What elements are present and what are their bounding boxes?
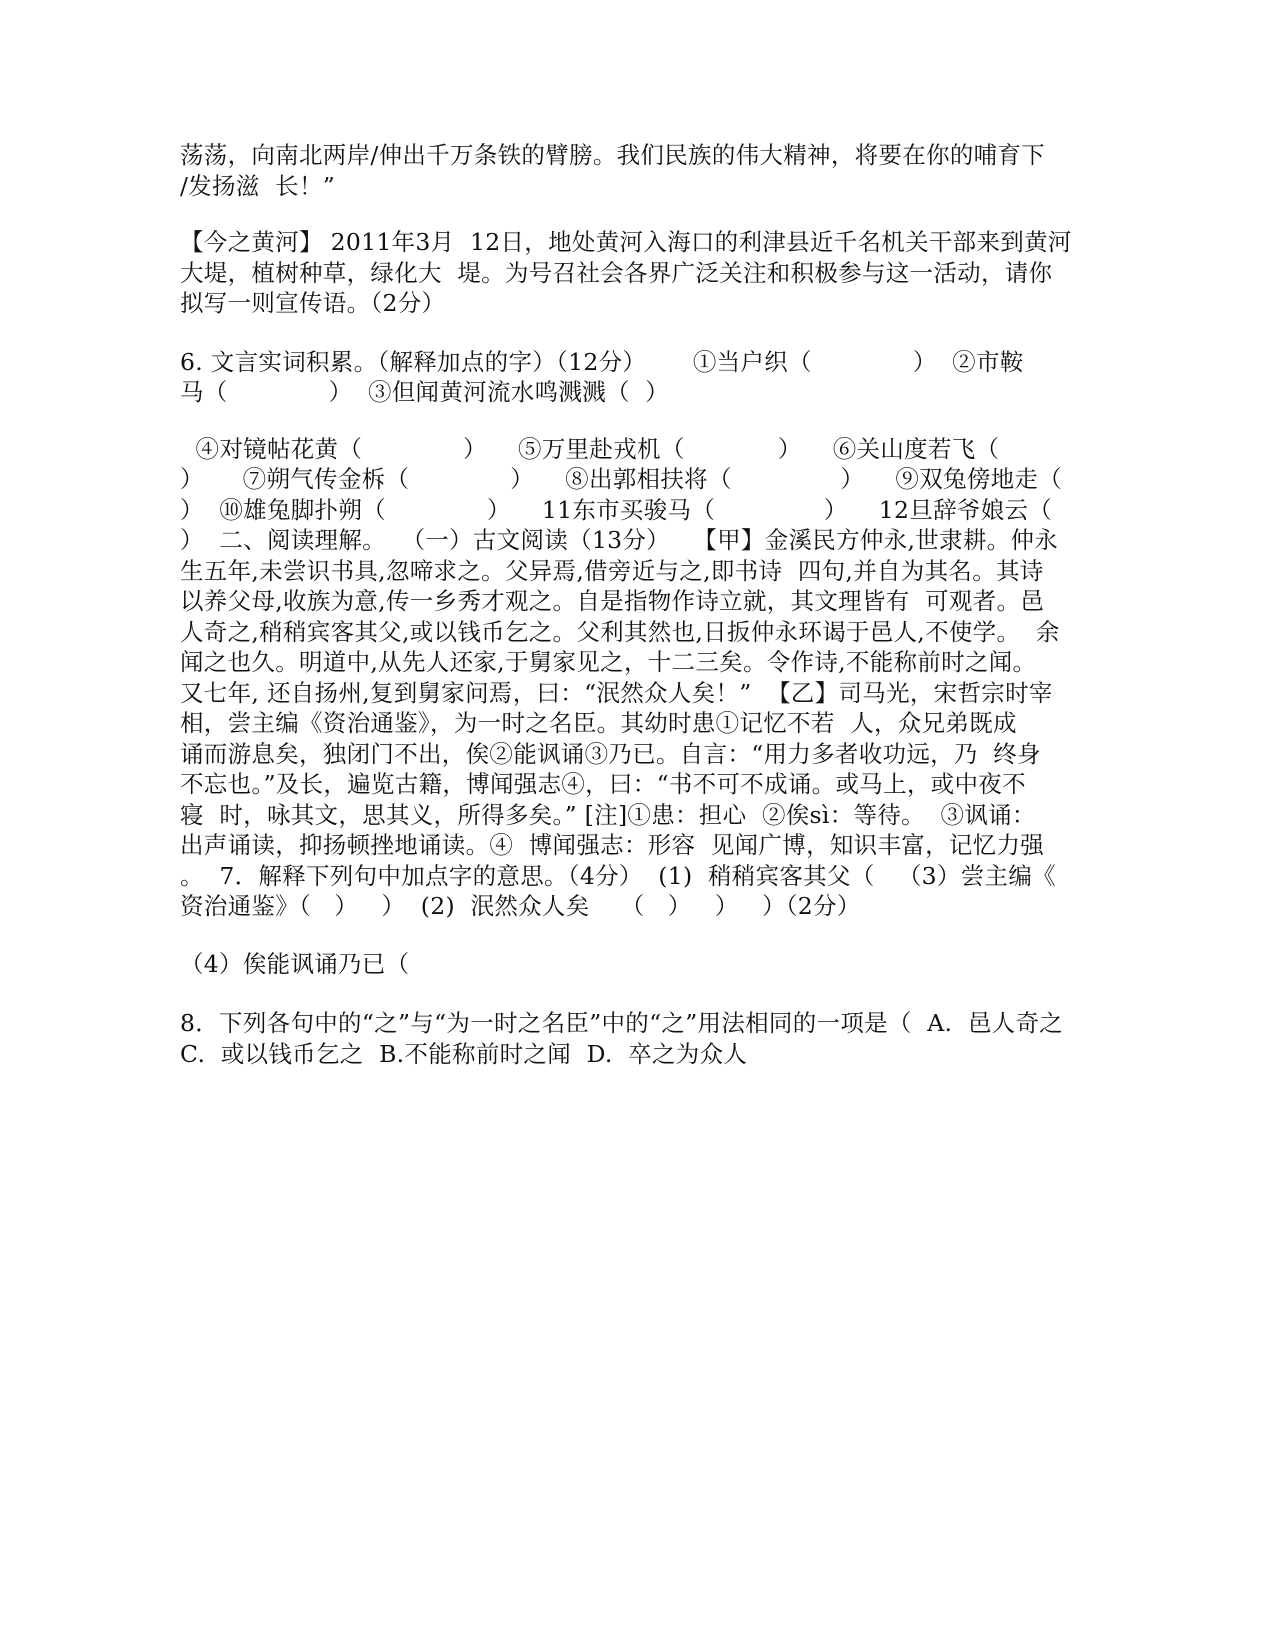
question-7-4 — [180, 949, 1060, 980]
text-line: 相，尝主编《资治通鉴》，为一时之名臣。其幼时患①记忆不若 人，众兄弟既成 — [180, 709, 1017, 737]
text-line: 资治通鉴》（ ） ） (2) 泯然众人矣 （ ） ） ）（2分） — [180, 892, 861, 920]
text-line: 人奇之,稍稍宾客其父,或以钱币乞之。父利其然也,日扳仲永环谒于邑人,不使学。 余 — [180, 617, 1060, 646]
question-6 — [180, 347, 1060, 408]
text-line: 出声诵读，抑扬顿挫地诵读。④ 博闻强志：形容 见闻广博，知识丰富，记忆力强 — [180, 831, 1045, 859]
text-line: 拟写一则宣传语。（2分） — [180, 289, 446, 317]
text-line: 寝 时，咏其文，思其义，所得多矣。” [注]①患：担心 ②俟sì：等待。 ③讽诵： — [180, 800, 1036, 829]
text-line: ④对镜帖花黄（ ） ⑤万里赴戎机（ ） ⑥关山度若飞（ — [180, 434, 1000, 463]
text-line: （4）俟能讽诵乃已（ — [180, 949, 410, 978]
text-line: 马（ ） ③但闻黄河流水鸣溅溅（ ） — [180, 378, 670, 406]
document-page — [180, 140, 1072, 1069]
text-line: ） 二、阅读理解。 （一）古文阅读（13分） 【甲】金溪民方仲永,世隶耕。仲永 — [180, 526, 1059, 554]
text-line: 8．下列各句中的“之”与“为一时之名臣”中的“之”用法相同的一项是（ A. 邑人奇之 — [180, 1009, 1064, 1037]
question-8 — [180, 1008, 1064, 1069]
text-line: ） ⑩雄兔脚扑朔（ ） 11东市买骏马（ ） 12旦辞爷娘云（ — [180, 495, 1053, 524]
text-line: 荡荡，向南北两岸/伸出千万条铁的臂膀。我们民族的伟大精神，将要在你的哺育下 — [180, 141, 1046, 169]
text-line: ） ⑦朔气传金柝（ ） ⑧出郭相扶将（ ） ⑨双兔傍地走（ — [180, 465, 1062, 493]
text-line: /发扬滋 长！” — [180, 171, 336, 200]
text-line: 闻之也久。明道中,从先人还家,于舅家见之，十二三矣。令作诗,不能称前时之闻。 — [180, 648, 1037, 676]
paragraph-poem-ending — [180, 140, 1060, 201]
text-line: 诵而游息矣，独闭门不出，俟②能讽诵③乃已。自言：“用力多者收功远，乃 终身 — [180, 739, 1041, 768]
text-line: 不忘也。”及长，遍览古籍，博闻强志④，曰：“书不可不成诵。或马上，或中夜不 — [180, 770, 1026, 798]
reading-comprehension — [180, 434, 1060, 922]
text-line: C. 或以钱币乞之 B.不能称前时之闻 D. 卒之为众人 — [180, 1039, 748, 1068]
text-line: 生五年,未尝识书具,忽啼求之。父异焉,借旁近与之,即书诗 四句,并自为其名。其诗 — [180, 556, 1044, 585]
text-line: 大堤，植树种草，绿化大 堤。为号召社会各界广泛关注和积极参与这一活动，请你 — [180, 258, 1053, 287]
text-line: 以养父母,收族为意,传一乡秀才观之。自是指物作诗立就，其文理皆有 可观者。邑 — [180, 587, 1045, 615]
text-line: 又七年, 还自扬州,复到舅家问焉，曰：“泯然众人矣！” 【乙】司马光，宋哲宗时宰 — [180, 678, 1053, 707]
text-line: 【今之黄河】 2011年3月 12日，地处黄河入海口的利津县近千名机关干部来到黄河 — [180, 228, 1072, 256]
paragraph-today-yellow-river — [180, 227, 1072, 319]
text-line: 。 7．解释下列句中加点字的意思。（4分） (1) 稍稍宾客其父（ （3）尝主编《 — [180, 861, 1056, 890]
text-line: 6. 文言实词积累。（解释加点的字）（12分） ①当户织（ ） ②市鞍 — [180, 347, 1024, 376]
